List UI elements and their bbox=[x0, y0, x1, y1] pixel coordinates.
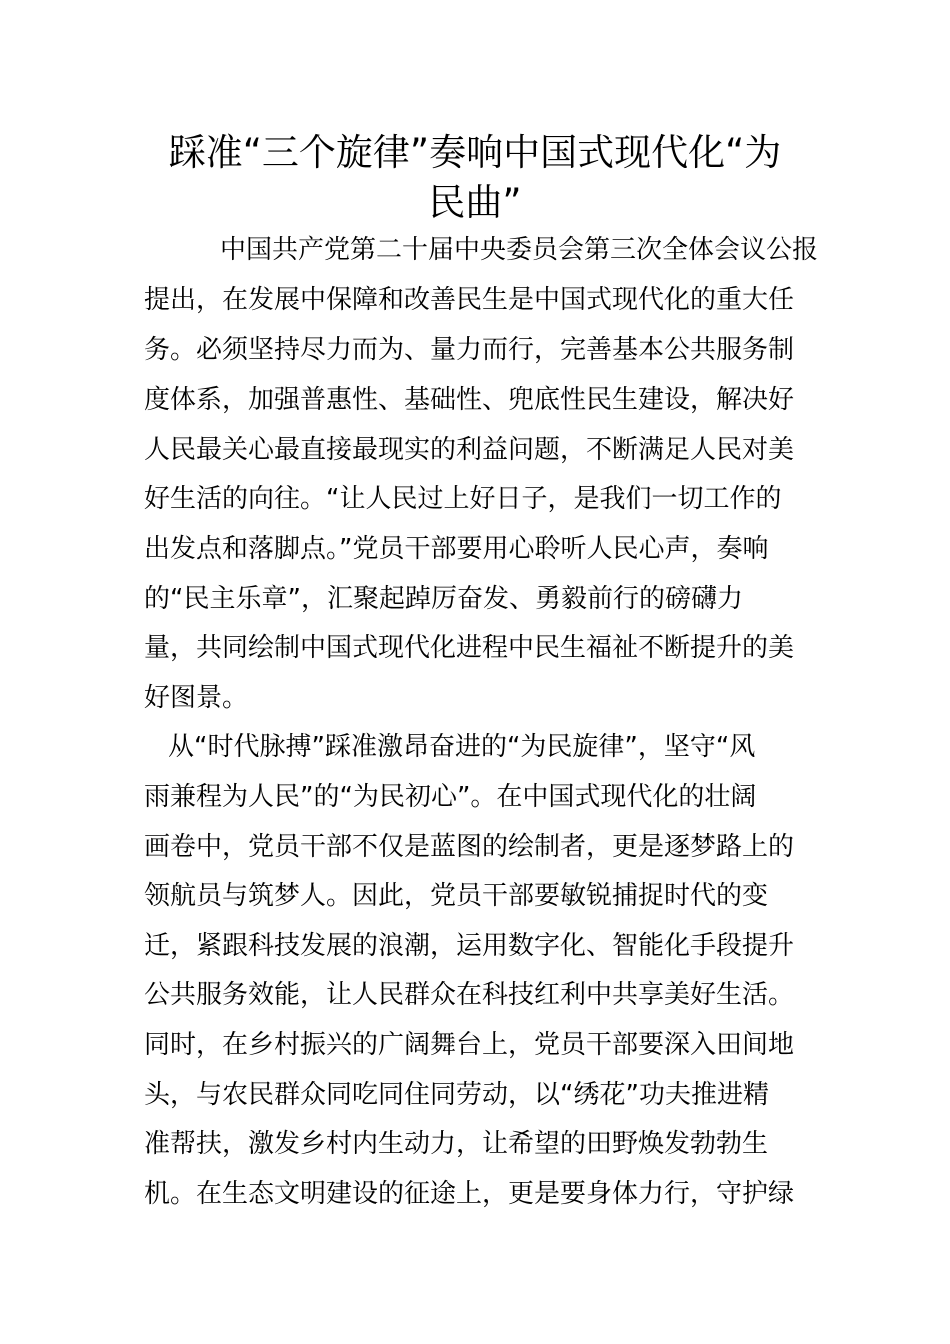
document-title-line-1: 踩准“三个旋律”奏响中国式现代化“为 bbox=[168, 131, 782, 174]
paragraph-2-line-5: 迁，紧跟科技发展的浪潮，运用数字化、智能化手段提升 bbox=[144, 931, 795, 961]
paragraph-2-line-3: 画卷中，党员干部不仅是蓝图的绘制者，更是逐梦路上的 bbox=[144, 832, 795, 862]
paragraph-2-line-4: 领航员与筑梦人。因此，党员干部要敏锐捕捉时代的变 bbox=[144, 881, 769, 911]
paragraph-2-line-10: 机。在生态文明建设的征途上，更是要身体力行，守护绿 bbox=[144, 1179, 795, 1209]
paragraph-2-line-7: 同时，在乡村振兴的广阔舞台上，党员干部要深入田间地 bbox=[144, 1030, 795, 1060]
paragraph-1-line-2: 提出，在发展中保障和改善民生是中国式现代化的重大任 bbox=[144, 285, 795, 315]
paragraph-2-line-8: 头，与农民群众同吃同住同劳动，以“绣花”功夫推进精 bbox=[144, 1080, 769, 1110]
paragraph-2-line-9: 准帮扶，激发乡村内生动力，让希望的田野焕发勃勃生 bbox=[144, 1129, 769, 1159]
paragraph-1-line-3: 务。必须坚持尽力而为、量力而行，完善基本公共服务制 bbox=[144, 335, 795, 365]
document-title-line-2: 民曲” bbox=[428, 181, 522, 224]
paragraph-1-line-7: 出发点和落脚点。”党员干部要用心聆听人民心声，奏响 bbox=[144, 534, 769, 564]
paragraph-2-line-6: 公共服务效能，让人民群众在科技红利中共享美好生活。 bbox=[144, 980, 795, 1010]
paragraph-2-line-1: 从“时代脉搏”踩准激昂奋进的“为民旋律”，坚守“风 bbox=[168, 732, 756, 762]
paragraph-1-line-10: 好图景。 bbox=[144, 683, 249, 713]
paragraph-1-line-5: 人民最关心最直接最现实的利益问题，不断满足人民对美 bbox=[144, 435, 795, 465]
paragraph-1-line-4: 度体系，加强普惠性、基础性、兜底性民生建设，解决好 bbox=[144, 385, 795, 415]
paragraph-1-line-6: 好生活的向往。“让人民过上好日子，是我们一切工作的 bbox=[144, 484, 782, 514]
paragraph-1-line-9: 量，共同绘制中国式现代化进程中民生福祉不断提升的美 bbox=[144, 633, 795, 663]
paragraph-1-line-8: 的“民主乐章”，汇聚起踔厉奋发、勇毅前行的磅礴力 bbox=[144, 584, 743, 614]
paragraph-2-line-2: 雨兼程为人民”的“为民初心”。在中国式现代化的壮阔 bbox=[144, 782, 757, 812]
paragraph-1-line-1: 中国共产党第二十届中央委员会第三次全体会议公报 bbox=[220, 235, 819, 265]
